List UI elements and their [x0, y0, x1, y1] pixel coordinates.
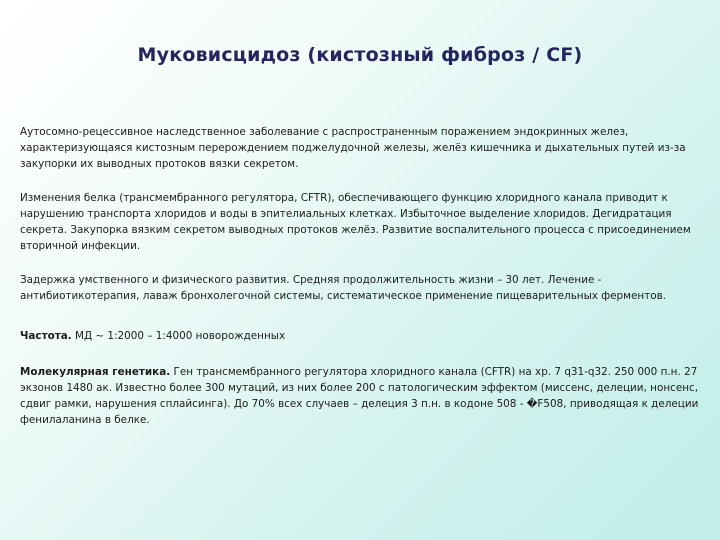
genetics-text: Ген трансмембранного регулятора хлоридного канала (CFTR) на хр. 7 q31-q32. 250 000 п.н. 27 экзонов 1480 ак. Известно более 300 мутаций, из них более 200 с патологическим эффектом (миссенс, делеции, нонсенс, сдвиг рамки, нарушения сплайсинга). До 70% всех случаев – делеция 3 п.н. в кодоне 508 - �F508, приводящая к делеции фенилаланина в белке.: [20, 366, 699, 426]
paragraph-genetics: [20, 364, 710, 428]
slide-title: Муковисцидоз (кистозный фиброз / CF): [137, 44, 583, 66]
genetics-label: Молекулярная генетика.: [20, 366, 171, 378]
frequency-label: Частота.: [20, 330, 72, 342]
paragraph-definition: Аутосомно-рецессивное наследственное заболевание с распространенным поражением эндокринных желез, характеризующаяся кистозным перерождением поджелудочной железы, желёз кишечника и дыхательных путей из-за закупорки их выводных протоков вязки секретом.: [20, 126, 686, 170]
frequency-text: МД ~ 1:2000 – 1:4000 новорожденных: [71, 330, 286, 342]
paragraph-pathogenesis: Изменения белка (трансмембранного регулятора, CFTR), обеспечивающего функцию хлоридного канала приводит к нарушению транспорта хлоридов и воды в эпителиальных клетках. Избыточное выделение хлоридов. Дегидратация секрета. Закупорка вязким секретом выводных протоков желёз. Развитие воспалительного процесса с присоединением вторичной инфекции.: [20, 192, 691, 252]
slide-body: [20, 124, 710, 446]
paragraph-clinical: Задержка умственного и физического развития. Средняя продолжительность жизни – 30 лет. Лечение - антибиотикотерапия, лаваж бронхолегочной системы, систематическое применение пищеварительных ферментов.: [20, 274, 666, 302]
paragraph-frequency: [20, 328, 710, 344]
